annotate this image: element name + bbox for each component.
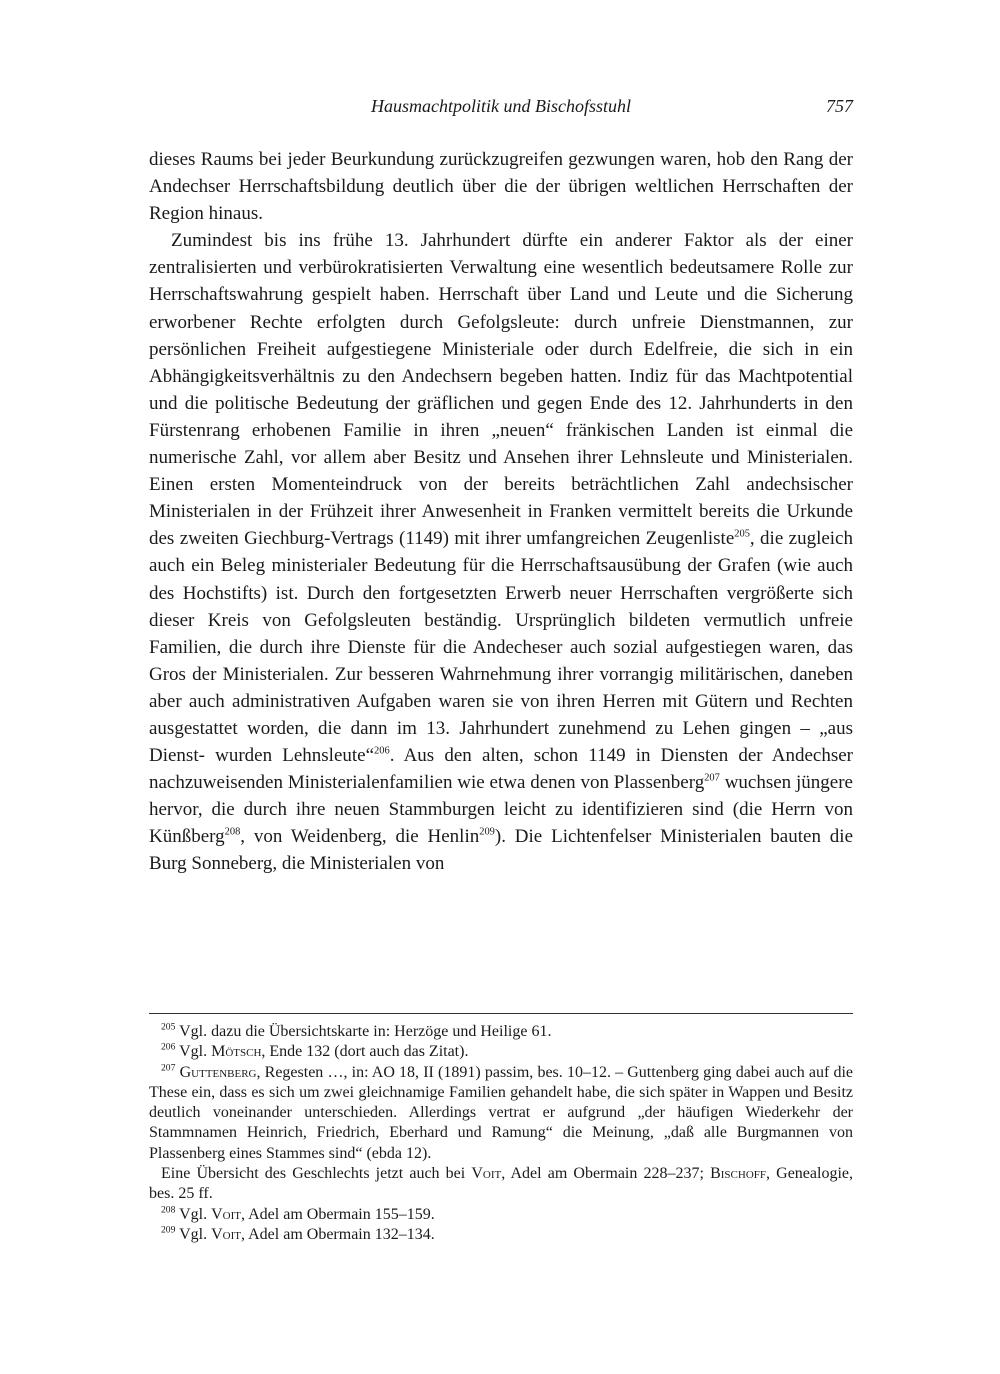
footnote-number: 207 (161, 1062, 176, 1074)
footnote-206 (149, 1042, 853, 1062)
footnote-number: 208 (161, 1204, 176, 1216)
paragraph-2-part-f: ). Die Lichtenfelser Ministerialen bauten die Burg Sonneberg, die Ministerialen von (149, 826, 853, 875)
author-name: Voit (211, 1225, 241, 1243)
author-name: Mötsch (211, 1043, 262, 1061)
running-header (149, 96, 853, 124)
footnote-207 (149, 1063, 853, 1164)
page-number: 757 (826, 96, 853, 116)
footnote-text: Vgl. dazu die Übersichtskarte in: Herzöge und Heilige 61. (179, 1023, 552, 1040)
paragraph-2-part-a: Zumindest bis ins frühe 13. Jahrhundert dürfte ein anderer Faktor als der einer zentralisierten und verbürokratisierten Verwaltung eine wesentlich bedeutsamere Rolle zur Herrschaftswahrung gespielt haben. Herrschaft über Land und Leute und die Sicherung erworbener Rechte erfolgten durch Gefolgsleute: durch unfreie Dienstmannen, zur persönlichen Freiheit aufgestiegene Ministeriale oder durch Edelfreie, die sich in ein Abhängigkeitsverhältnis zu den Andechsern begeben hatten. Indiz für das Machtpotential und die politische Bedeutung der gräflichen und gegen Ende des 12. Jahrhunderts in den Fürstenrang erhobenen Familie in ihren „neuen“ fränkischen Landen ist einmal die numerische Zahl, vor allem aber Besitz und Ansehen ihrer Lehnsleute und Ministerialen. Einen ersten Momenteindruck von der bereits beträchtlichen Zahl andechsischer Ministerialen in der Frühzeit ihrer Anwesenheit in Franken vermittelt bereits die Urkunde des zweiten Giechburg-Vertrags (1149) mit ihrer umfangreichen Zeugenliste (149, 230, 853, 550)
running-title: Hausmachtpolitik und Bischofsstuhl (371, 96, 631, 116)
author-name: Voit (471, 1165, 502, 1183)
footnote-209 (149, 1225, 853, 1245)
footnote-text: Vgl. (179, 1225, 212, 1243)
footnote-divider (149, 1013, 853, 1014)
footnote-number: 205 (161, 1021, 176, 1033)
paragraph-2-part-c: . Aus den alten, schon 1149 in Diensten der Andechser nachzuweisenden Ministerialenfamilien wie etwa denen von Plassenberg (149, 745, 853, 794)
footnote-text: , Adel am Obermain 228–237; (501, 1165, 711, 1183)
footnote-text: Vgl. (179, 1043, 212, 1061)
footnote-208 (149, 1205, 853, 1225)
footnote-text: , Ende 132 (dort auch das Zitat). (261, 1043, 469, 1061)
footnote-text: , Adel am Obermain 155–159. (241, 1205, 435, 1223)
footnote-text: Vgl. (179, 1205, 212, 1223)
paragraph-2 (149, 227, 853, 877)
footnote-ref-209[interactable]: 209 (479, 827, 495, 839)
footnote-text: Eine Übersicht des Geschlechts jetzt auch bei (161, 1165, 472, 1183)
author-name: Voit (211, 1205, 241, 1223)
paragraph-1: dieses Raums bei jeder Beurkundung zurückzugreifen gezwungen waren, hob den Rang der Andechser Herrschaftsbildung deutlich über die der übrigen weltlichen Herrschaften der Region hinaus. (149, 149, 853, 225)
footnotes (149, 1022, 853, 1245)
paragraph-2-part-b: , die zugleich auch ein Beleg ministerialer Bedeutung für die Herrschaftsausübung der Grafen (wie auch des Hochstifts) ist. Durch den fortgesetzten Erwerb neuer Herrschaften vergrößerte sich dieser Kreis von Gefolgsleuten beständig. Ursprünglich bildeten vermutlich unfreie Familien, die durch ihre Dienste für die Andecheser auch sozial aufgestiegen waren, das Gros der Ministerialen. Zur besseren Wahrnehmung ihrer vorrangig militärischen, daneben aber auch administrativen Aufgaben waren sie von ihren Herren mit Gütern und Rechten ausgestattet worden, die dann im 13. Jahrhundert zunehmend zu Lehen gingen – „aus Dienst- wurden Lehnsleute“ (149, 528, 853, 767)
footnote-number: 206 (161, 1041, 176, 1053)
footnote-text: , Genealogie, bes. 25 ff. (149, 1165, 853, 1203)
footnote-ref-208[interactable]: 208 (224, 827, 241, 839)
paragraph-2-part-d: wuchsen jüngere hervor, die durch ihre neuen Stammburgen leicht zu identifizieren sind (die Herrn von Künßberg (149, 772, 853, 848)
footnote-text: , Adel am Obermain 132–134. (241, 1225, 435, 1243)
footnote-207-continuation (149, 1164, 853, 1205)
main-text (149, 146, 853, 878)
footnote-ref-206[interactable]: 206 (374, 745, 390, 757)
footnote-number: 209 (161, 1224, 176, 1236)
paragraph-2-part-e: , von Weidenberg, die Henlin (240, 826, 480, 848)
author-name: Guttenberg (179, 1063, 257, 1081)
footnote-text: , Regesten …, in: AO 18, II (1891) passim, bes. 10–12. – Guttenberg ging dabei auch auf die These ein, dass es sich um zwei gleichnamige Familien gehandelt habe, die sich später in Wappen und Besitz deutlich voneinander unterschieden. Allerdings vertrat er aufgrund „der häufigen Wiederkehr der Stammnamen Heinrich, Friedrich, Eberhard und Ramung“ die Meinung, „daß alle Burgmannen von Plassenberg eines Stammes sind“ (ebda 12). (149, 1063, 854, 1162)
footnote-ref-205[interactable]: 205 (734, 528, 750, 540)
footnote-205 (149, 1022, 853, 1042)
footnote-ref-207[interactable]: 207 (704, 772, 720, 784)
author-name: Bischoff (710, 1165, 767, 1183)
